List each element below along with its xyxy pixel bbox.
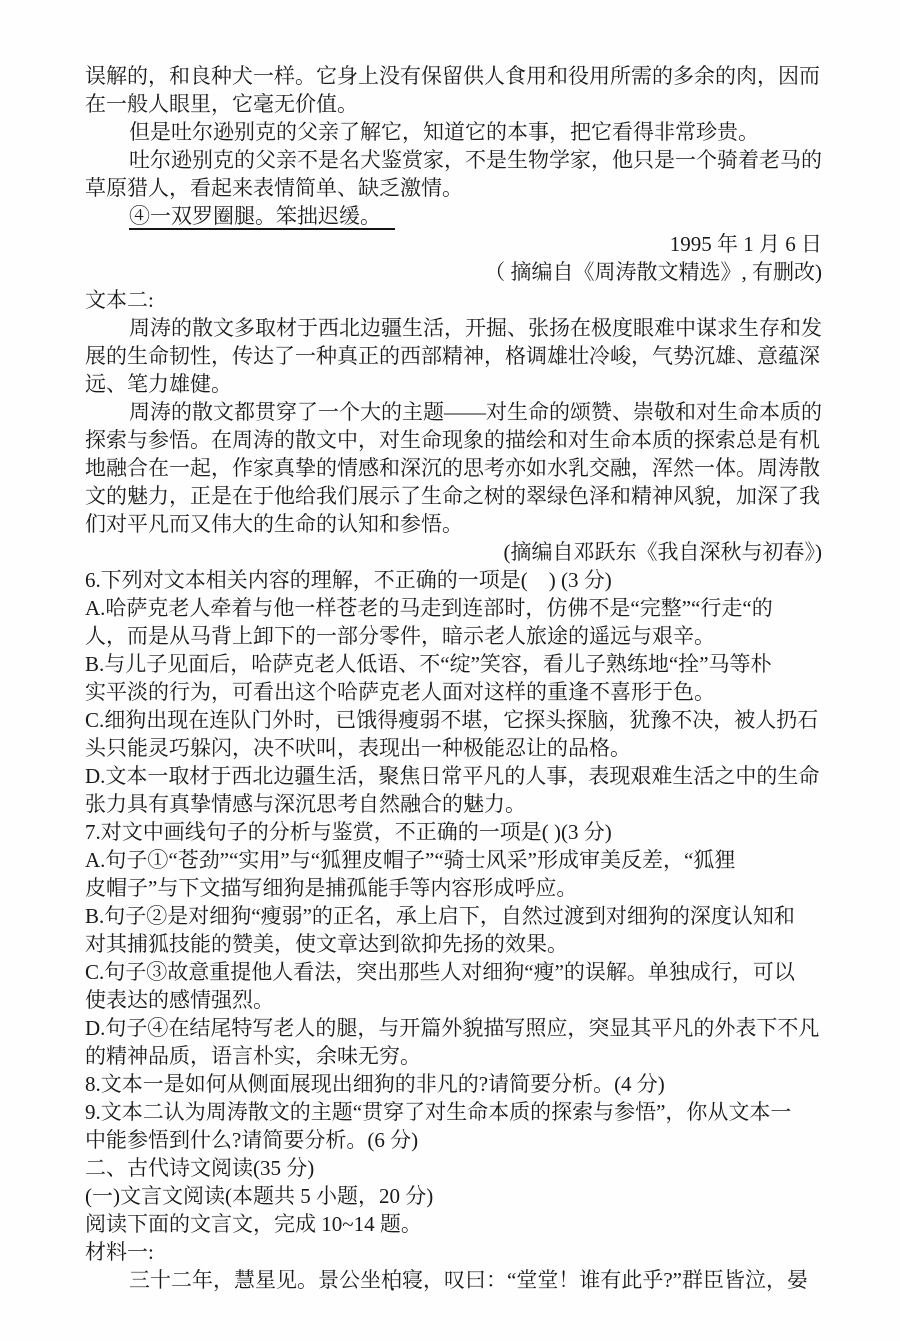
passage-line: 吐尔逊别克的父亲不是名犬鉴赏家，不是生物学家，他只是一个骑着老马的 xyxy=(129,148,822,172)
passage-line: 探索与参悟。在周涛的散文中，对生命现象的描绘和对生命本质的探索总是有机 xyxy=(85,428,820,452)
passage-line: 误解的，和良种犬一样。它身上没有保留供人食用和役用所需的多余的肉，因而 xyxy=(85,64,820,88)
classical-passage-line xyxy=(85,1266,822,1294)
option-line: 实平淡的行为，可看出这个哈萨克老人面对这样的重逢不喜形于色。 xyxy=(85,680,715,704)
passage-line: 但是吐尔逊别克的父亲了解它，知道它的本事，把它看得非常珍贵。 xyxy=(129,120,759,144)
option-line: 对其捕狐技能的赞美，使文章达到欲抑先扬的效果。 xyxy=(85,932,568,956)
underlined-sentence-4: ④一双罗圈腿。笨拙迟缓。 xyxy=(129,204,395,230)
passage-line: 地融合在一起，作家真挚的情感和深沉的思考亦如水乳交融，浑然一体。周涛散 xyxy=(85,456,820,480)
source-attribution: (摘编自邓跃东《我自深秋与初春》) xyxy=(503,540,822,564)
option-line: 张力具有真挚情感与深沉思考自然融合的魅力。 xyxy=(85,792,526,816)
option-line-b: B.与儿子见面后，哈萨克老人低语、不“绽”笑容，看儿子熟练地“拴”马等朴 xyxy=(85,652,772,676)
section-heading: 二、古代诗文阅读(35 分) xyxy=(85,1156,315,1180)
date-line: 1995 年 1 月 6 日 xyxy=(669,232,822,256)
option-line-d: D.句子④在结尾特写老人的腿，与开篇外貌描写照应，突显其平凡的外表下不凡 xyxy=(85,1016,820,1040)
passage-line: 文的魅力，正是在于他给我们展示了生命之树的翠绿色泽和精神风貌，加深了我 xyxy=(85,484,820,508)
option-line: 皮帽子”与下文描写细狗是捕孤能手等内容形成呼应。 xyxy=(85,876,578,900)
material-one-label: 材料一: xyxy=(85,1240,154,1264)
classical-text-post: 柏寝，叹曰：“堂堂！谁有此乎?”群臣皆泣，晏 xyxy=(381,1268,808,1292)
passage-line: 远、笔力雄健。 xyxy=(85,372,232,396)
option-line-c: C.细狗出现在连队门外时，已饿得瘦弱不堪，它探头探脑，犹豫不决，被人扔石 xyxy=(85,708,819,732)
option-line: 头只能灵巧躲闪，决不吠叫，表现出一种极能忍让的品格。 xyxy=(85,736,631,760)
passage-line xyxy=(85,202,822,230)
passage-line: 周涛的散文都贯穿了一个大的主题——对生命的颂赞、崇敬和对生命本质的 xyxy=(129,400,822,424)
source-attribution: （ 摘编自《周涛散文精选》, 有删改) xyxy=(484,260,822,284)
text-two-label: 文本二: xyxy=(85,288,154,312)
instruction-line: 阅读下面的文言文，完成 10~14 题。 xyxy=(85,1212,422,1236)
passage-line: 周涛的散文多取材于西北边疆生活，开掘、张扬在极度眼难中谋求生存和发 xyxy=(129,316,822,340)
classical-text-pre: 三十二年，慧星见。景公 xyxy=(129,1268,360,1292)
passage-line: 们对平凡而又伟大的生命的认知和参悟。 xyxy=(85,512,463,536)
question-6: 6.下列对文本相关内容的理解，不正确的一项是( ) (3 分) xyxy=(85,568,612,592)
option-line: 人，而是从马背上卸下的一部分零件，暗示老人旅途的遥远与艰辛。 xyxy=(85,624,715,648)
passage-line: 展的生命韧性，传达了一种真正的西部精神，格调雄壮冷峻，气势沉雄、意蕴深 xyxy=(85,344,820,368)
option-line-d: D.文本一取材于西北边疆生活，聚焦日常平凡的人事，表现艰难生活之中的生命 xyxy=(85,764,820,788)
emphasis-dotted-char: 坐 xyxy=(360,1268,381,1292)
option-line: 的精神品质，语言朴实，余味无穷。 xyxy=(85,1044,421,1068)
option-line: 使表达的感情强烈。 xyxy=(85,988,274,1012)
passage-line: 在一般人眼里，它毫无价值。 xyxy=(85,92,358,116)
passage-line: 草原猎人，看起来表情简单、缺乏激情。 xyxy=(85,176,463,200)
option-line-a: A.哈萨克老人牵着与他一样苍老的马走到连部时，仿佛不是“完整”“行走“的 xyxy=(85,596,773,620)
question-9-continued: 中能参悟到什么?请简要分析。(6 分) xyxy=(85,1128,419,1152)
page-content xyxy=(85,62,822,1294)
option-line-b: B.句子②是对细狗“瘦弱”的正名，承上启下，自然过渡到对细狗的深度认知和 xyxy=(85,904,795,928)
question-7: 7.对文中画线句子的分析与鉴赏，不正确的一项是( )(3 分) xyxy=(85,820,612,844)
option-line-a: A.句子①“苍劲”“实用”与“狐狸皮帽子”“骑士风采”形成审美反差，“狐狸 xyxy=(85,848,736,872)
question-9: 9.文本二认为周涛散文的主题“贯穿了对生命本质的探索与参悟”，你从文本一 xyxy=(85,1100,792,1124)
option-line-c: C.句子③故意重提他人看法，突出那些人对细狗“瘦”的误解。单独成行，可以 xyxy=(85,960,795,984)
question-8: 8.文本一是如何从侧面展现出细狗的非凡的?请简要分析。(4 分) xyxy=(85,1072,665,1096)
subsection-heading: (一)文言文阅读(本题共 5 小题，20 分) xyxy=(85,1184,434,1208)
